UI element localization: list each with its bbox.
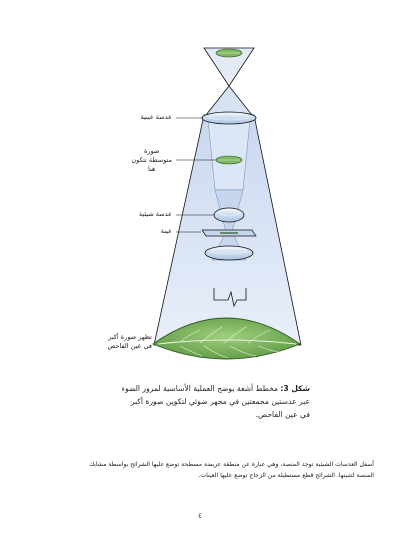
eyepiece-lens: [202, 112, 256, 124]
intermediate-leaf-image: [216, 156, 242, 164]
label-specimen: عينة: [160, 227, 172, 235]
body-paragraph-line1: أسفل العدسات الشيئية توجد المنصة، وهي عبارة عن منطقة عريضة مسطحة توضع عليها الشرائح بواسطة مشابك: [89, 461, 374, 468]
figure-number: شكل 3:: [280, 384, 310, 393]
condenser-lens: [205, 246, 253, 260]
label-intermediate-image-line1: صورة: [143, 147, 160, 155]
figure-caption-line3: في عين الفاحص.: [255, 410, 310, 419]
label-enlarged-image: [108, 333, 152, 351]
specimen-slide: [202, 230, 256, 236]
label-objective-lens: عدسة شيئية: [138, 210, 172, 218]
label-eyepiece-lens: عدسة عينية: [140, 113, 172, 121]
label-enlarged-image-line1: تظهر صورة أكبر: [108, 333, 152, 341]
body-paragraph-line2: المنصة لتثبيتها. الشرائح قطع مستطيلة من الزجاج توضع عليها العينات.: [198, 472, 374, 479]
figure-caption-line1: [60, 382, 310, 395]
page-number: ٤: [198, 512, 202, 520]
label-intermediate-image-line3: هنا: [148, 165, 156, 173]
label-enlarged-image-line2: في عين الفاحص: [107, 342, 152, 350]
objective-lens: [214, 208, 244, 222]
label-intermediate-image: [131, 147, 172, 174]
label-intermediate-image-line2: متوسطة تتكون: [131, 156, 172, 164]
body-paragraph: [26, 459, 374, 481]
eye-ray-cone: [204, 48, 254, 115]
figure-caption-text1: مخطط أشعة يوضح العملية الأساسية لمرور الضوء: [121, 384, 278, 393]
viewed-leaf-image: [216, 49, 242, 57]
figure-caption: [60, 382, 310, 421]
figure-caption-line2: عبر عدستين مجمعتين في مجهر ضوئي لتكوين صورة أكبر: [130, 397, 310, 406]
